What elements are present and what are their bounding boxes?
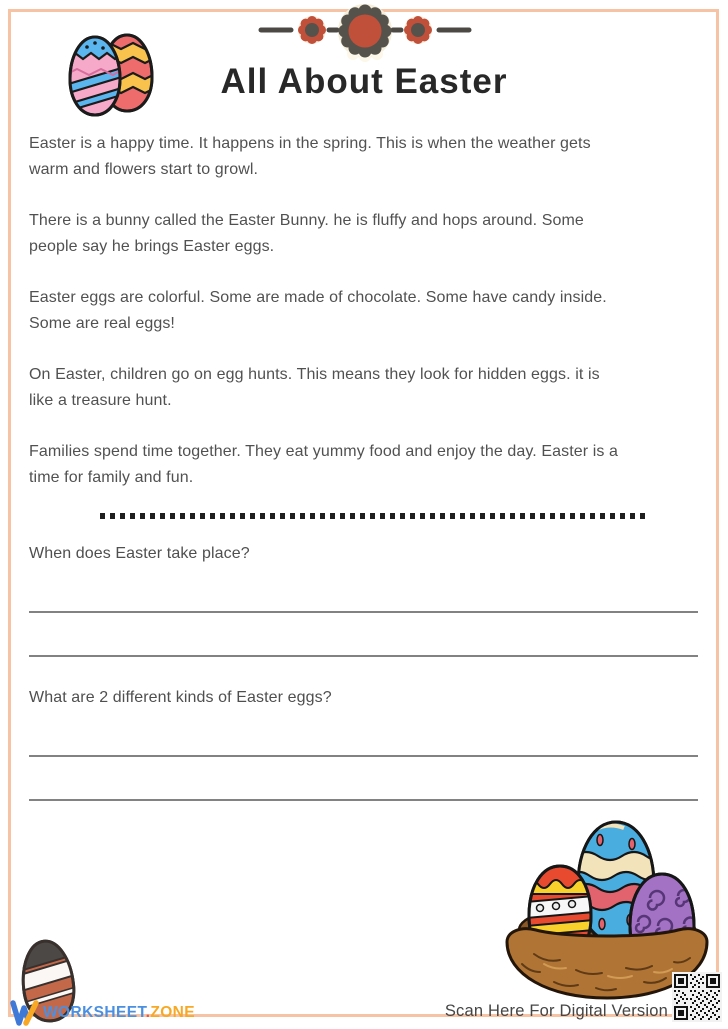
answer-line[interactable]	[29, 655, 698, 657]
paragraph-line: warm and flowers start to growl.	[29, 161, 259, 178]
dotted-divider	[100, 513, 648, 519]
paragraph-line: There is a bunny called the Easter Bunny. he is fluffy and hops around. Some	[29, 212, 584, 229]
paragraph-line: Easter is a happy time. It happens in the spring. This is when the weather gets	[29, 135, 591, 152]
paragraph	[29, 362, 698, 414]
paragraph	[29, 208, 698, 260]
brand-word-worksheet: WORKSHEET	[43, 1004, 146, 1021]
paragraph	[29, 131, 698, 183]
worksheet-zone-logo	[10, 1000, 195, 1026]
scan-here-label: Scan Here For Digital Version	[444, 1002, 668, 1020]
answer-line[interactable]	[29, 755, 698, 757]
paragraph	[29, 285, 698, 337]
paragraph	[29, 439, 698, 491]
reading-passage	[29, 131, 698, 516]
answer-line[interactable]	[29, 611, 698, 613]
flower-divider-icon	[249, 4, 481, 62]
question-2: What are 2 different kinds of Easter eggs?	[29, 689, 332, 706]
paragraph-line: like a treasure hunt.	[29, 392, 172, 409]
brand-word-zone: ZONE	[150, 1004, 196, 1021]
question-1: When does Easter take place?	[29, 545, 250, 562]
paragraph-line: Families spend time together. They eat yummy food and enjoy the day. Easter is a	[29, 443, 619, 460]
answer-line[interactable]	[29, 799, 698, 801]
page-title: All About Easter	[220, 62, 508, 101]
worksheet-zone-logo-icon	[10, 1000, 40, 1026]
brand-separator: .	[145, 1004, 151, 1021]
paragraph-line: Easter eggs are colorful. Some are made of chocolate. Some have candy inside.	[29, 289, 607, 306]
paragraph-line: Some are real eggs!	[29, 315, 175, 332]
qr-code	[672, 972, 722, 1022]
paragraph-line: time for family and fun.	[29, 469, 194, 486]
paragraph-line: On Easter, children go on egg hunts. This means they look for hidden eggs. it is	[29, 366, 600, 383]
paragraph-line: people say he brings Easter eggs.	[29, 238, 275, 255]
